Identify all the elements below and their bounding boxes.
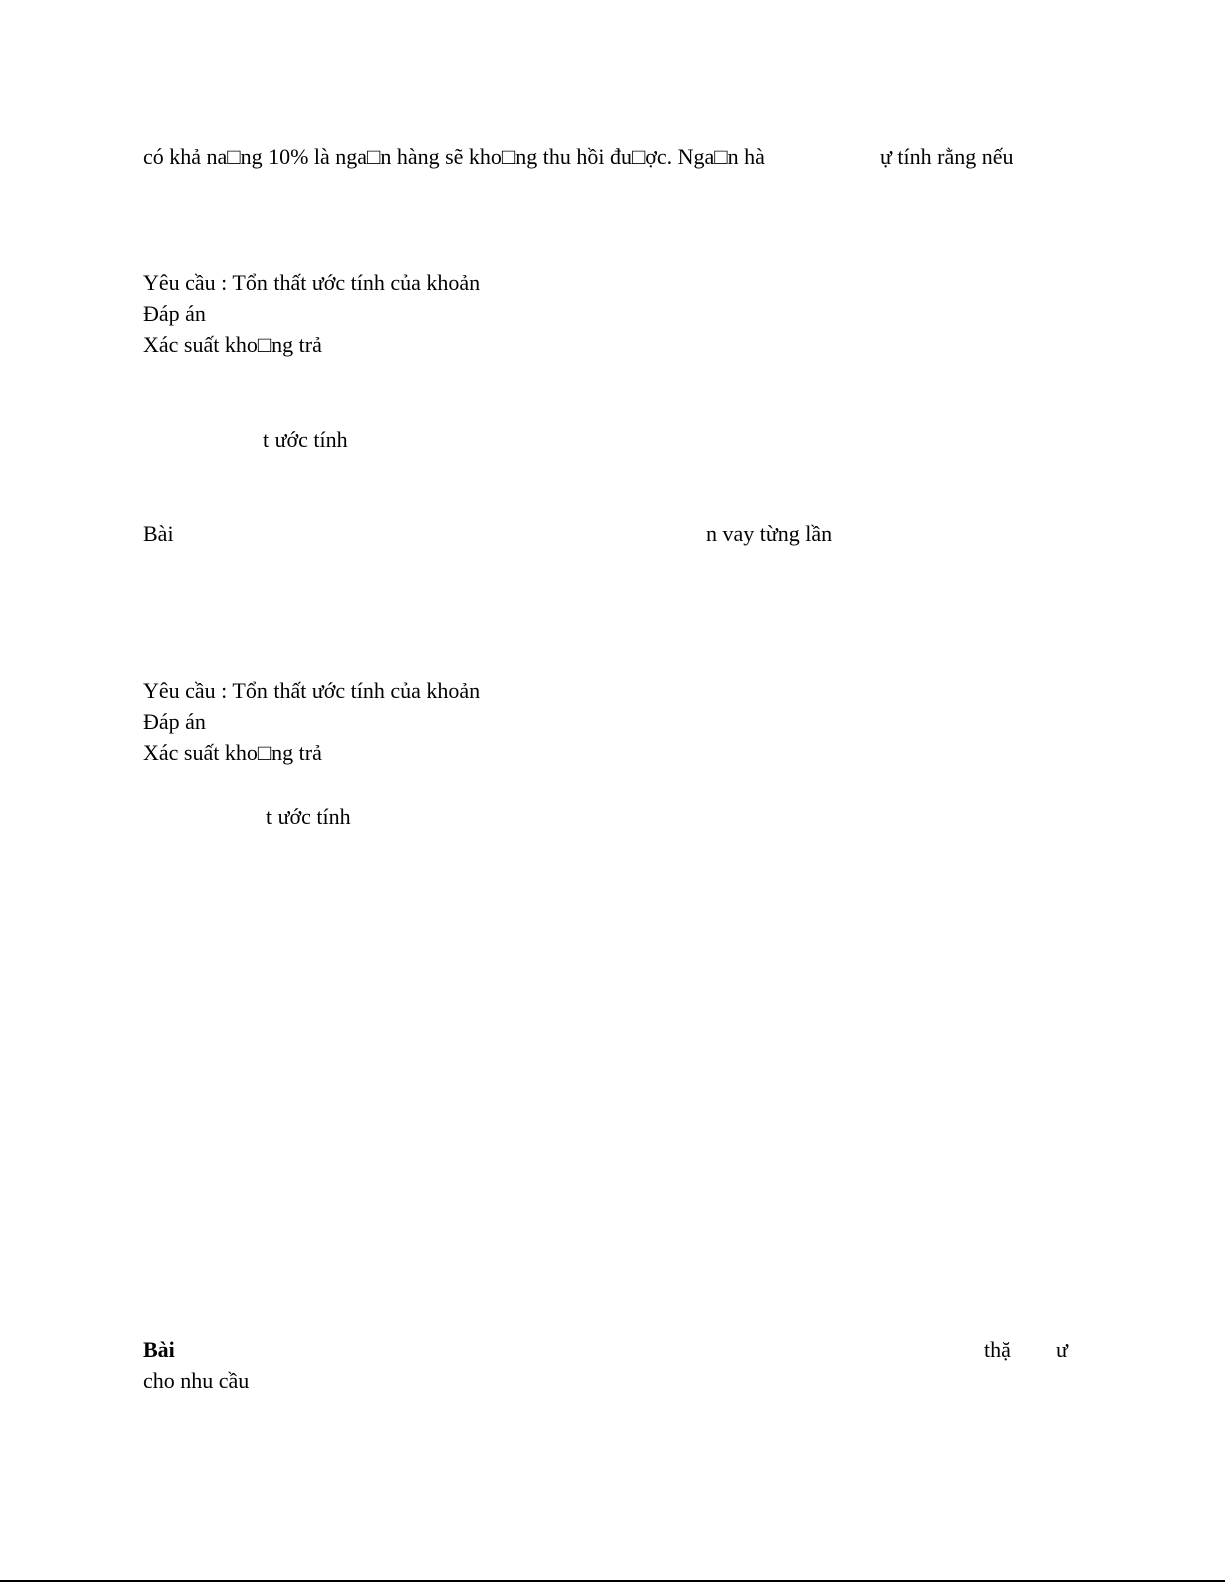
estimated-loss-line: t ước tính <box>263 427 348 452</box>
paragraph-line-1a: có khả na□ng 10% là nga□n hàng sẽ kho□ng thu hồi đu□ợc. Nga□n hà <box>143 144 765 169</box>
request-line: Yêu cầu : Tổn thất ước tính của khoản <box>143 678 481 703</box>
estimated-loss-line: t ước tính <box>266 804 351 829</box>
exercise-text-fragment: ư <box>1056 1337 1068 1362</box>
exercise-text-line: cho nhu cầu <box>143 1368 250 1393</box>
request-line: Yêu cầu : Tổn thất ước tính của khoản <box>143 270 481 295</box>
answer-label: Đáp án <box>143 709 206 734</box>
exercise-heading: Bài <box>143 1337 175 1362</box>
page-bottom-border <box>0 1580 1225 1582</box>
exercise-heading: Bài <box>143 521 174 546</box>
exercise-text-fragment: n vay từng lần <box>706 521 833 546</box>
probability-line: Xác suất kho□ng trả <box>143 332 322 357</box>
exercise-text-fragment: thặ <box>984 1337 1011 1362</box>
paragraph-line-1b: ự tính rằng nếu <box>880 144 1014 169</box>
probability-line: Xác suất kho□ng trả <box>143 740 322 765</box>
answer-label: Đáp án <box>143 301 206 326</box>
